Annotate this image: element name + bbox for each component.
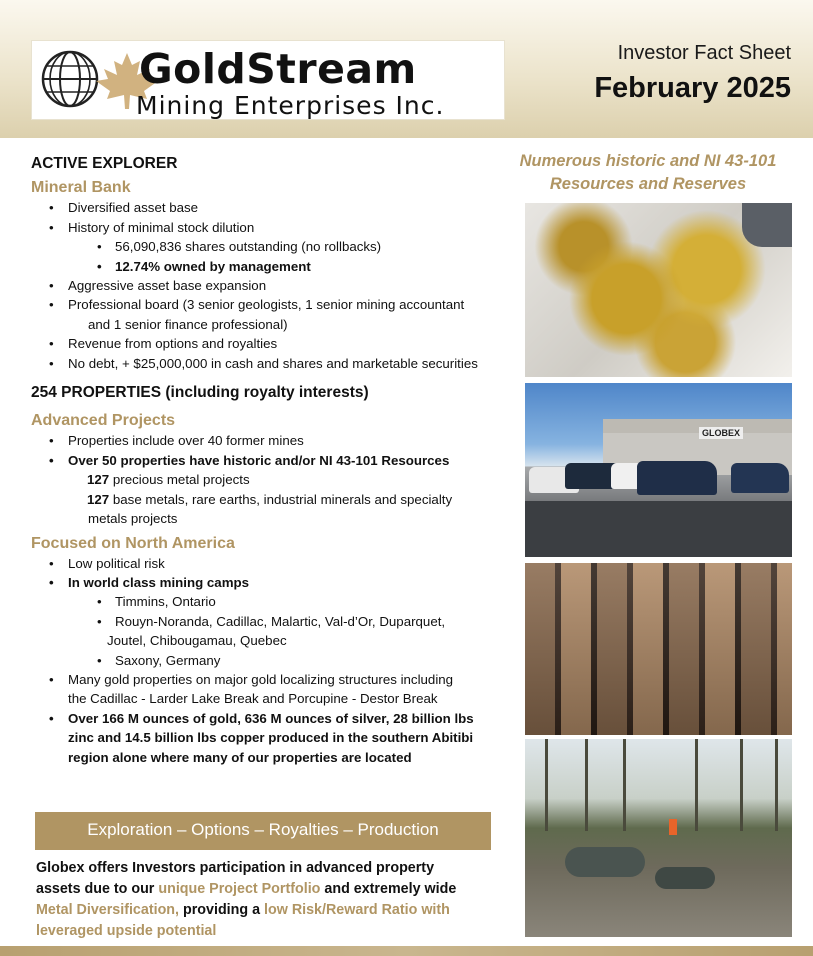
drill-core-photo [525, 563, 792, 735]
tagline-line: Numerous historic and NI 43-101 [519, 152, 777, 170]
base-label-continuation: metals projects [88, 511, 178, 527]
list-item: • Saxony, Germany [31, 651, 521, 670]
section-heading-active: ACTIVE EXPLORER [31, 155, 178, 172]
closing-statement [36, 858, 496, 942]
list-item: • Aggressive asset base expansion [31, 276, 521, 295]
tree-shape [545, 739, 548, 831]
list-item: • History of minimal stock dilution [31, 218, 521, 237]
closing-text: Globex offers Investors participation in advanced property [36, 860, 435, 876]
list-item: • Many gold properties on major gold localizing structures including [31, 670, 521, 689]
precious-count: 127 [87, 472, 110, 488]
tagline-line: Resources and Reserves [549, 175, 747, 193]
worker-figure [669, 819, 677, 835]
globe-icon [40, 49, 100, 109]
mineral-bank-list [31, 198, 521, 373]
section-subheading-advanced-projects: Advanced Projects [31, 412, 176, 430]
roof-shape [603, 419, 792, 433]
core-shading [525, 563, 792, 735]
rock-shape [742, 203, 792, 247]
base-count: 127 [87, 491, 110, 507]
resources-tagline [490, 150, 806, 196]
document-date: February 2025 [594, 72, 791, 104]
list-item: • Over 166 M ounces of gold, 636 M ounces of silver, 28 billion lbs [31, 709, 521, 728]
list-item: • 56,090,836 shares outstanding (no rollbacks) [31, 237, 521, 256]
list-item: • No debt, + $25,000,000 in cash and shares and marketable securities [31, 354, 521, 373]
closing-highlight: low Risk/Reward Ratio with [264, 902, 450, 918]
outcrop-site-photo [525, 739, 792, 937]
advanced-projects-list [31, 431, 521, 470]
tree-shape [585, 739, 588, 831]
closing-highlight: unique Project Portfolio [158, 881, 321, 897]
closing-text: assets due to our [36, 881, 159, 897]
closing-highlight: Metal Diversification, [36, 902, 180, 918]
list-item: • Diversified asset base [31, 198, 521, 217]
water-pool [565, 847, 645, 877]
company-subtitle: Mining Enterprises Inc. [136, 91, 445, 120]
closing-text: providing a [179, 902, 265, 918]
company-logo [31, 40, 505, 120]
list-item-continuation: zinc and 14.5 billion lbs copper produced in the southern Abitibi [68, 730, 474, 746]
closing-text: and extremely wide [320, 881, 457, 897]
company-name: GoldStream [139, 45, 417, 93]
list-item: • Revenue from options and royalties [31, 334, 521, 353]
business-model-banner: Exploration – Options – Royalties – Production [35, 812, 491, 850]
list-item-continuation: the Cadillac - Larder Lake Break and Porcupine - Destor Break [68, 691, 438, 707]
list-item: • Properties include over 40 former mines [31, 431, 521, 450]
closing-highlight: leveraged upside potential [36, 923, 217, 939]
water-pool [655, 867, 715, 889]
tree-shape [695, 739, 698, 831]
base-label: base metals, rare earths, industrial minerals and specialty [112, 491, 453, 507]
office-trucks-photo [525, 383, 792, 557]
list-item-continuation: region alone where many of our properties are located [68, 749, 412, 765]
list-item: • In world class mining camps [31, 573, 521, 592]
north-america-list [31, 554, 521, 767]
document-type: Investor Fact Sheet [617, 42, 791, 64]
list-item: • Timmins, Ontario [31, 592, 521, 611]
atv-shape [731, 463, 789, 493]
list-item: • 12.74% owned by management [31, 257, 521, 276]
tree-shape [623, 739, 626, 831]
list-item: • Rouyn-Noranda, Cadillac, Malartic, Val-d’Or, Duparquet, [31, 612, 521, 631]
footer-bar [0, 946, 813, 956]
section-subheading-north-america: Focused on North America [31, 534, 235, 552]
precious-metal-projects [31, 470, 521, 489]
gold-nugget-photo [525, 203, 792, 377]
list-item-continuation: Joutel, Chibougamau, Quebec [107, 633, 287, 649]
office-sign: GLOBEX [699, 427, 743, 439]
left-column [31, 150, 521, 767]
section-heading-properties: 254 PROPERTIES (including royalty interests) [31, 384, 369, 402]
list-item-continuation: and 1 senior finance professional) [88, 316, 288, 332]
list-item: • Low political risk [31, 554, 521, 573]
precious-label: precious metal projects [112, 472, 250, 488]
tree-shape [775, 739, 778, 831]
list-item: • Over 50 properties have historic and/or NI 43-101 Resources [31, 451, 521, 470]
parking-lot [525, 501, 792, 557]
base-metal-projects [31, 490, 521, 509]
list-item: • Professional board (3 senior geologists, 1 senior mining accountant [31, 295, 521, 314]
tree-shape [740, 739, 743, 831]
section-subheading-mineral-bank: Mineral Bank [31, 179, 131, 197]
truck-shape [637, 461, 717, 495]
